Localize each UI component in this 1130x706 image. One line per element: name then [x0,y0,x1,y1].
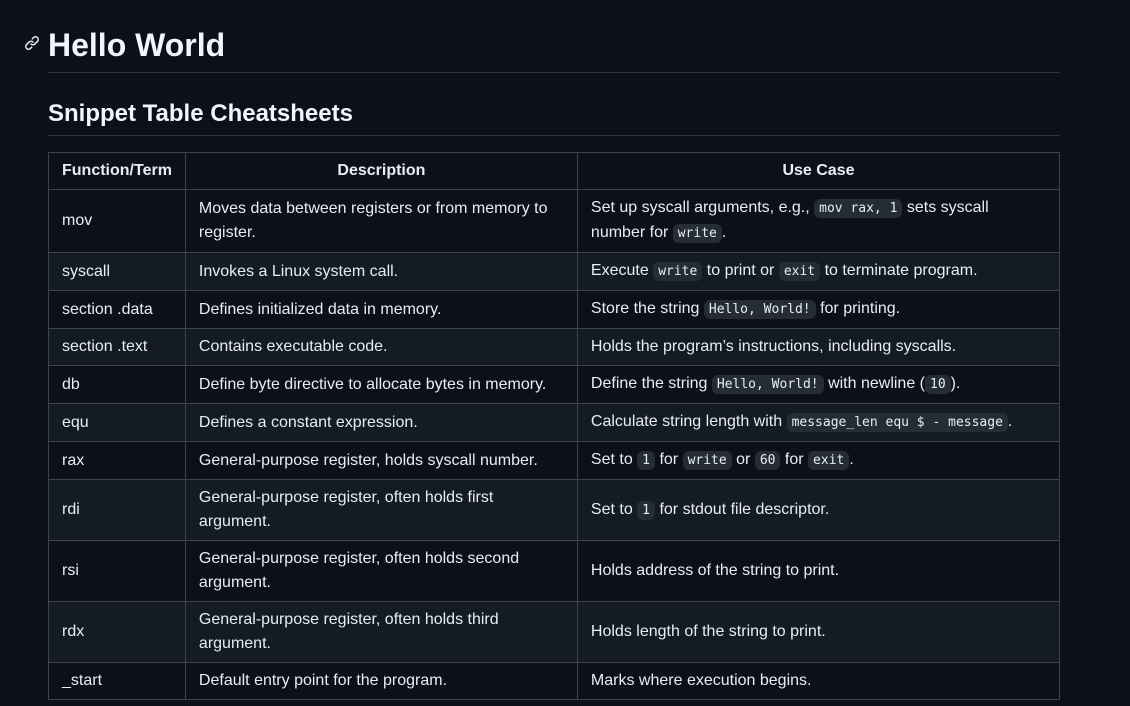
term-cell: rdx [49,602,186,663]
description-cell: General-purpose register, often holds first argument. [185,480,577,541]
use-case-text: . [1007,413,1013,430]
description-cell: Invokes a Linux system call. [185,253,577,291]
table-row [49,366,1060,404]
term-cell: section .data [49,291,186,329]
use-case-text: for stdout file descriptor. [655,500,830,518]
description-cell: Defines initialized data in memory. [185,291,577,329]
column-header: Function/Term [49,153,186,190]
use-case-text: Marks where execution begins. [590,672,812,689]
term-cell: equ [49,404,186,442]
term-cell: syscall [49,253,186,291]
description-cell: Contains executable code. [185,329,577,366]
inline-code: 60 [755,451,781,470]
use-case-cell [577,291,1059,329]
term-cell: rdi [49,480,186,541]
table-row [49,663,1060,700]
term-cell: mov [49,190,186,253]
use-case-text: Holds length of the string to print. [590,623,826,640]
table-row [49,404,1060,442]
inline-code: Hello, World! [712,375,824,394]
use-case-cell [577,404,1059,442]
use-case-text: Execute [590,262,654,279]
use-case-text: Calculate string length with [590,413,787,430]
use-case-text: to terminate program. [820,262,978,279]
page-title: Hello World [48,27,226,63]
use-case-text: Store the string [590,300,704,317]
subheading-block [48,73,1060,136]
use-case-text: . [721,224,727,241]
section-title: Snippet Table Cheatsheets [48,100,353,127]
use-case-cell [577,663,1059,700]
inline-code: write [673,224,722,243]
use-case-text: or [731,451,755,468]
inline-code: Hello, World! [704,300,816,319]
use-case-cell [577,366,1059,404]
inline-code: 1 [637,451,655,470]
use-case-cell [577,541,1059,602]
use-case-text: for printing. [815,300,901,317]
description-cell: Defines a constant expression. [185,404,577,442]
use-case-text: Set up syscall arguments, e.g., [590,199,815,216]
table-row [49,480,1060,541]
description-cell: Moves data between registers or from memory to register. [185,190,577,253]
table-body [49,190,1060,700]
inline-code: exit [779,262,820,281]
use-case-text: for [780,451,809,468]
use-case-cell [577,480,1059,541]
term-cell: rax [49,442,186,480]
use-case-text: to print or [702,262,779,279]
description-cell: Define byte directive to allocate bytes in memory. [185,366,577,404]
table-row [49,541,1060,602]
inline-code: 10 [925,375,951,394]
term-cell: _start [49,663,186,700]
table-row [49,253,1060,291]
column-header: Description [185,153,577,190]
use-case-cell [577,442,1059,480]
link-icon[interactable] [24,35,40,51]
use-case-cell [577,329,1059,366]
use-case-text: . [849,451,854,468]
inline-code: message_len equ $ - message [787,413,1008,432]
cheatsheet-table [48,152,1060,700]
use-case-cell [577,602,1059,663]
inline-code: write [653,262,702,281]
heading-block [48,0,1060,73]
use-case-text: Holds the program’s instructions, including syscalls. [590,338,957,355]
table-row [49,442,1060,480]
term-cell: db [49,366,186,404]
use-case-text: Define the string [590,375,712,392]
table-row [49,291,1060,329]
use-case-cell [577,253,1059,291]
use-case-text: for [655,451,683,468]
description-cell: General-purpose register, often holds third argument. [185,602,577,663]
term-cell: section .text [49,329,186,366]
description-cell: Default entry point for the program. [185,663,577,700]
table-row [49,329,1060,366]
use-case-text: Holds address of the string to print. [590,562,840,579]
inline-code: 1 [637,501,655,520]
use-case-text: sets syscall number for [590,199,989,241]
term-cell: rsi [49,541,186,602]
use-case-text: ). [950,375,961,392]
table-header-row [49,153,1060,190]
inline-code: exit [808,451,849,470]
use-case-text: Set to [590,500,638,518]
use-case-text: with newline ( [823,375,925,392]
use-case-text: Set to [590,451,638,468]
description-cell: General-purpose register, holds syscall number. [185,442,577,480]
inline-code: mov rax, 1 [814,199,902,218]
use-case-cell [577,190,1059,253]
table-row [49,602,1060,663]
description-cell: General-purpose register, often holds second argument. [185,541,577,602]
column-header: Use Case [577,153,1059,190]
inline-code: write [683,451,732,470]
table-row [49,190,1060,253]
